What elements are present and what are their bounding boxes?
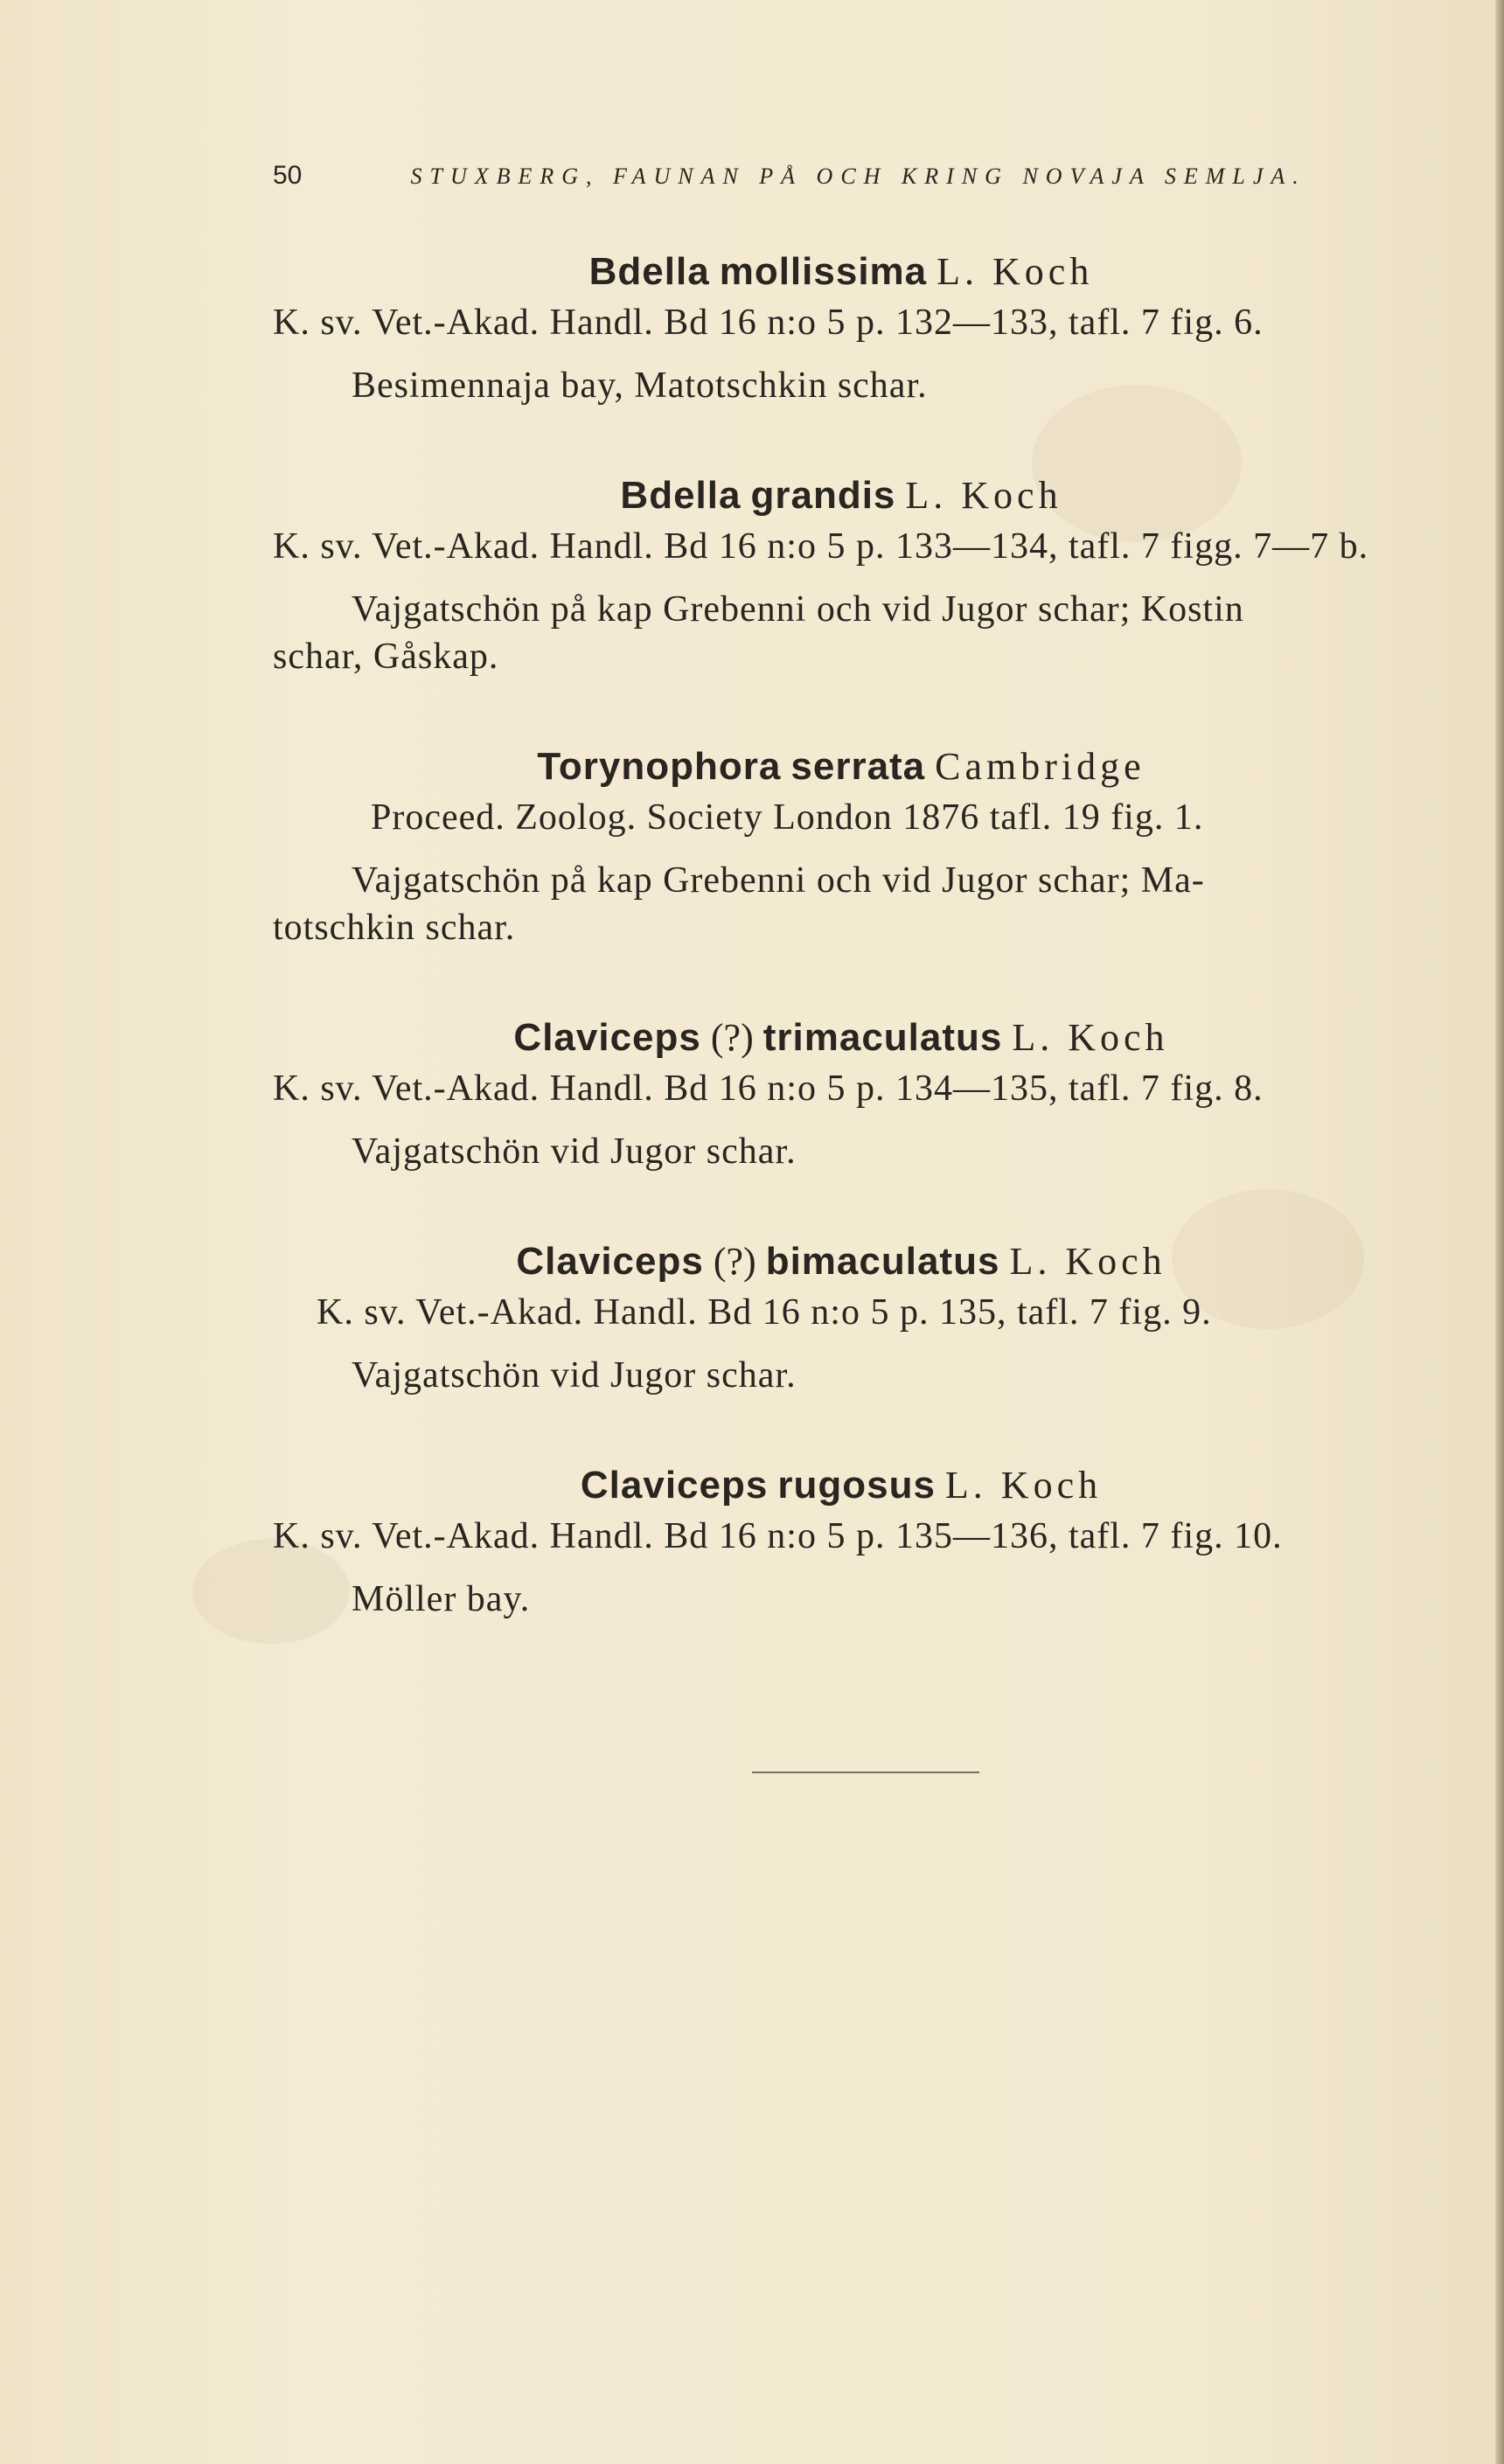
locality-line: Vajgatschön vid Jugor schar. [352, 1355, 797, 1396]
species-entry-bdella-grandis [273, 472, 1410, 743]
author-name: L. Koch [905, 474, 1062, 517]
species-title [273, 1014, 1410, 1061]
species-name: mollissima [719, 250, 928, 293]
genus-name: Bdella [620, 474, 742, 517]
species-entry-bdella-mollissima [273, 248, 1410, 472]
author-name: L. Koch [1009, 1240, 1166, 1283]
literature-reference: K. sv. Vet.-Akad. Handl. Bd 16 n:o 5 p. 134—135, tafl. 7 fig. 8. [273, 1068, 1264, 1109]
section-divider [752, 1771, 979, 1773]
genus-name: Bdella [588, 250, 710, 293]
literature-reference: K. sv. Vet.-Akad. Handl. Bd 16 n:o 5 p. 135—136, tafl. 7 fig. 10. [273, 1516, 1283, 1556]
species-entry-claviceps-rugosus [273, 1462, 1410, 1686]
running-head: STUXBERG, FAUNAN PÅ OCH KRING NOVAJA SEMLJA. [410, 164, 1306, 189]
locality-line: Vajgatschön på kap Grebenni och vid Jugor schar; Ma- [352, 860, 1205, 901]
species-entry-claviceps-bimaculatus [273, 1238, 1410, 1462]
literature-reference: K. sv. Vet.-Akad. Handl. Bd 16 n:o 5 p. 135, tafl. 7 fig. 9. [317, 1292, 1212, 1333]
page-edge [1495, 0, 1504, 2464]
author-name: Cambridge [935, 745, 1145, 788]
author-name: L. Koch [944, 1464, 1103, 1507]
locality-line: Besimennaja bay, Matotschkin schar. [352, 365, 928, 406]
literature-reference: K. sv. Vet.-Akad. Handl. Bd 16 n:o 5 p. 133—134, tafl. 7 figg. 7—7 b. [273, 526, 1369, 567]
page-number: 50 [273, 161, 303, 190]
locality-line-continued: totschkin schar. [273, 908, 516, 948]
uncertainty-qualifier: (?) [713, 1240, 756, 1283]
genus-name: Torynophora [537, 745, 782, 788]
page-header [273, 154, 1322, 198]
literature-reference: K. sv. Vet.-Akad. Handl. Bd 16 n:o 5 p. 132—133, tafl. 7 fig. 6. [273, 303, 1264, 343]
locality-line: Vajgatschön vid Jugor schar. [352, 1131, 797, 1172]
species-title [273, 1462, 1410, 1509]
literature-reference: Proceed. Zoolog. Society London 1876 tafl. 19 fig. 1. [371, 797, 1204, 838]
author-name: L. Koch [1012, 1016, 1169, 1059]
species-name: bimaculatus [765, 1240, 1000, 1283]
species-list [273, 248, 1410, 1686]
species-name: rugosus [777, 1464, 936, 1507]
locality-line: Möller bay. [352, 1579, 531, 1619]
uncertainty-qualifier: (?) [710, 1016, 754, 1059]
genus-name: Claviceps [516, 1240, 704, 1283]
genus-name: Claviceps [580, 1464, 769, 1507]
species-title [273, 743, 1410, 790]
locality-line: Vajgatschön på kap Grebenni och vid Jugor schar; Kostin [352, 589, 1244, 630]
species-title [273, 1238, 1410, 1285]
genus-name: Claviceps [513, 1016, 701, 1059]
species-title [273, 472, 1410, 519]
species-name: serrata [790, 745, 926, 788]
species-entry-torynophora-serrata [273, 743, 1410, 1014]
species-name: grandis [750, 474, 896, 517]
species-title [273, 248, 1410, 296]
locality-line-continued: schar, Gåskap. [273, 637, 499, 677]
species-entry-claviceps-trimaculatus [273, 1014, 1410, 1238]
species-name: trimaculatus [762, 1016, 1003, 1059]
author-name: L. Koch [937, 250, 1094, 293]
